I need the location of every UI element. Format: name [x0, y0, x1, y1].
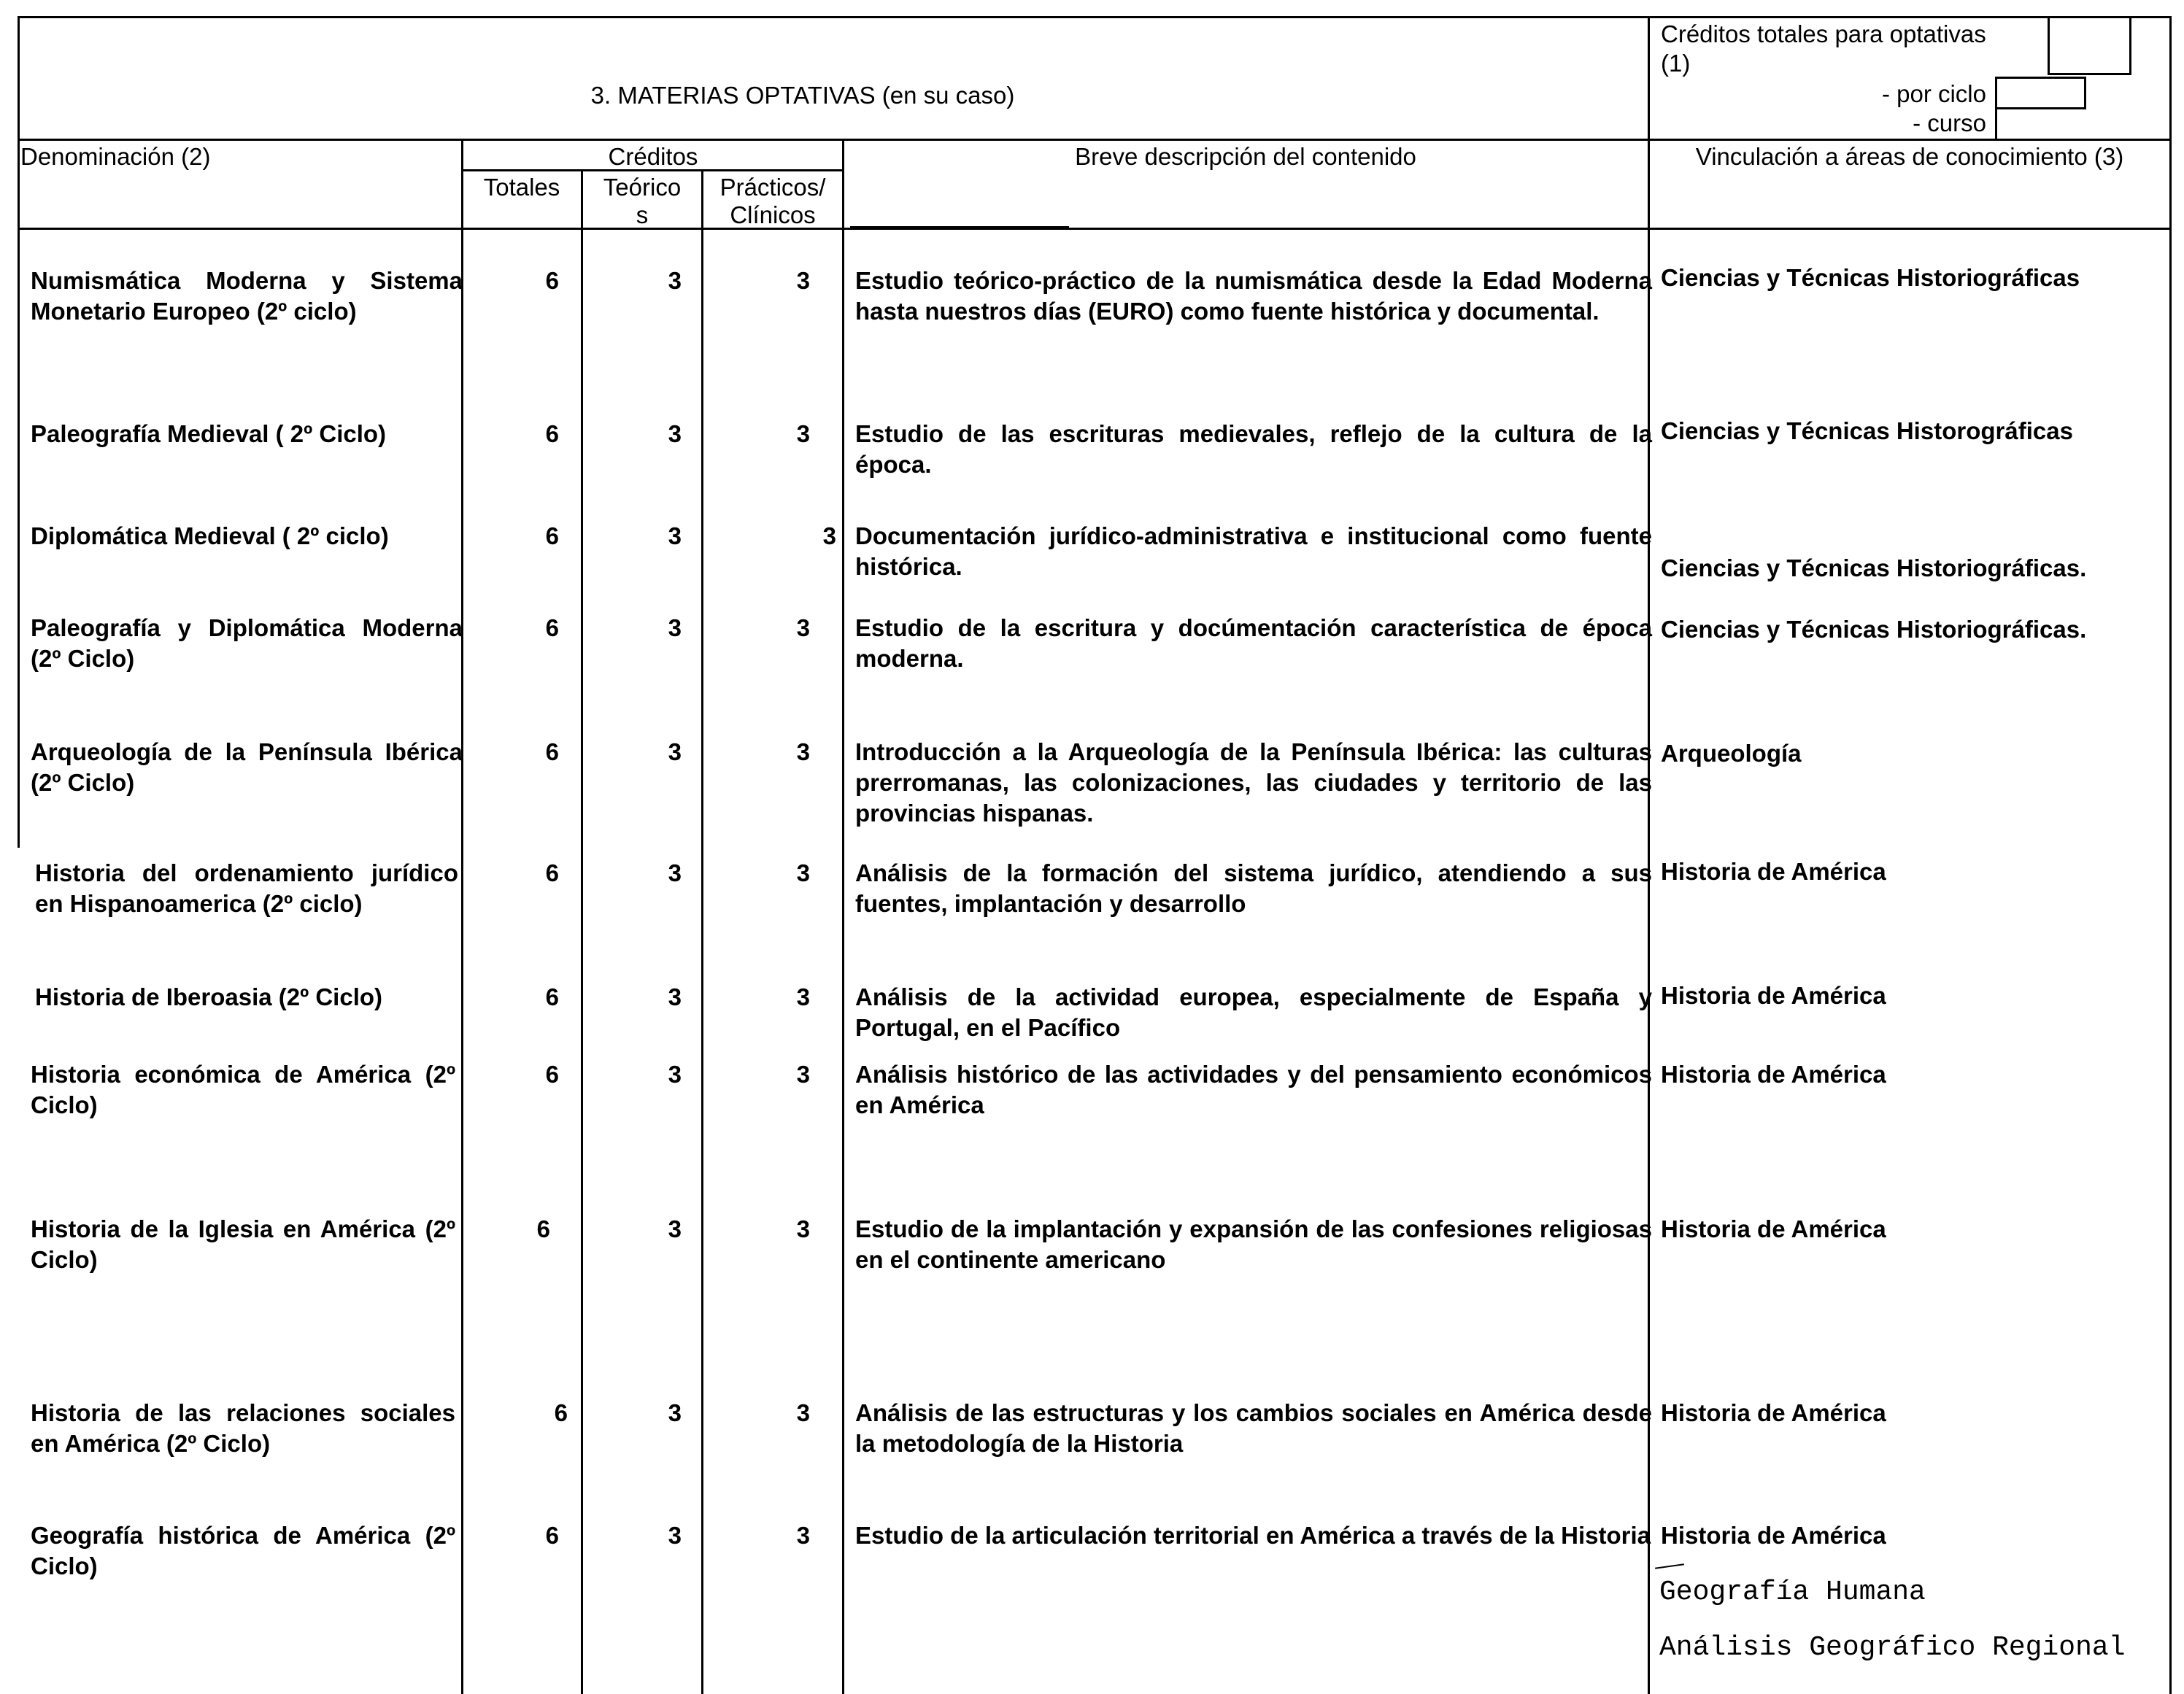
row-practicos: 3	[796, 1399, 810, 1426]
row-teoricos: 3	[668, 1399, 682, 1426]
row-vinculacion: Historia de América	[1661, 1399, 1886, 1426]
row-descripcion: Estudio de la articulación territorial en América a través de la Historia	[855, 1522, 1651, 1549]
row-vinculacion: Ciencias y Técnicas Historográficas	[1661, 417, 2073, 444]
col-creditos: Créditos	[608, 143, 698, 170]
row-teoricos: 3	[668, 614, 682, 641]
top-border	[18, 16, 2172, 18]
row-teoricos: 3	[668, 1522, 682, 1549]
col-sep-totales	[461, 139, 463, 1694]
row-teoricos: 3	[668, 983, 682, 1010]
row-descripcion: Estudio de la implantación y expansión de las confesiones religiosas en el continente americano	[855, 1215, 1652, 1273]
row-teoricos: 3	[668, 1215, 682, 1242]
row-denominacion: Historia económica de América (2º Ciclo)	[31, 1061, 455, 1118]
row-totales: 6	[545, 1061, 559, 1088]
pc-box-mid	[1995, 107, 2085, 109]
row-practicos: 3	[796, 1215, 810, 1242]
row-totales: 6	[545, 1522, 559, 1549]
row-totales: 6	[536, 1215, 550, 1242]
handwritten-mark	[1655, 1563, 1684, 1569]
row-practicos: 3	[822, 522, 836, 549]
ct-box-right	[2129, 16, 2131, 74]
row-denominacion: Historia de la Iglesia en América (2º Ciclo)	[31, 1215, 455, 1273]
row-denominacion: Diplomática Medieval ( 2º ciclo)	[31, 522, 389, 549]
row-vinculacion: Historia de América	[1661, 1061, 1886, 1088]
pc-box-right	[2084, 77, 2086, 109]
row-totales: 6	[545, 522, 559, 549]
pc-box-top	[1995, 77, 2085, 79]
page-title: 3. MATERIAS OPTATIVAS (en su caso)	[590, 82, 1015, 109]
curso-label: - curso	[1913, 109, 1986, 136]
row-totales: 6	[545, 267, 559, 294]
row-teoricos: 3	[668, 1061, 682, 1088]
row-teoricos: 3	[668, 859, 682, 886]
row-teoricos: 3	[668, 738, 682, 765]
ct-box-bottom	[2048, 73, 2131, 75]
row-denominacion: Historia del ordenamiento jurídico en Hispanoamerica (2º ciclo)	[35, 859, 458, 917]
row-descripcion: Análisis de la actividad europea, especialmente de España y Portugal, en el Pacífico	[855, 983, 1652, 1041]
col-denominacion: Denominación (2)	[20, 143, 211, 170]
col-teoricos-2: s	[636, 201, 649, 228]
row-vinculacion: Historia de América	[1661, 1522, 1886, 1549]
row-totales: 6	[545, 614, 559, 641]
col-teoricos-1: Teórico	[603, 174, 682, 201]
row-denominacion: Arqueología de la Península Ibérica (2º Ciclo)	[31, 738, 463, 796]
row-descripcion: Análisis histórico de las actividades y del pensamiento económicos en América	[855, 1061, 1652, 1118]
row-practicos: 3	[796, 859, 810, 886]
row-descripcion: Introducción a la Arqueología de la Península Ibérica: las culturas prerromanas, las colonizaciones, las ciudades y territorio de las provincias hispanas.	[855, 738, 1652, 827]
row-practicos: 3	[796, 1522, 810, 1549]
col-descripcion: Breve descripción del contenido	[1075, 143, 1416, 170]
header-divider	[18, 139, 2172, 141]
col-practicos-2: Clínicos	[730, 201, 816, 228]
left-border	[18, 16, 20, 848]
row-descripcion: Estudio de la escritura y docúmentación característica de época moderna.	[855, 614, 1652, 672]
row-denominacion: Numismática Moderna y Sistema Monetario Europeo (2º ciclo)	[31, 267, 463, 325]
col-totales: Totales	[483, 174, 560, 201]
creditos-totales-label: Créditos totales para optativas	[1661, 20, 1986, 47]
row-denominacion: Historia de Iberoasia (2º Ciclo)	[35, 983, 383, 1010]
row-vinculacion-extra: Geografía Humana	[1659, 1577, 1926, 1608]
row-descripcion: Estudio teórico-práctico de la numismática desde la Edad Moderna hasta nuestros días (EURO) como fuente histórica y documental.	[855, 267, 1652, 325]
row-totales: 6	[545, 859, 559, 886]
row-totales: 6	[545, 738, 559, 765]
col-sep-teoricos	[581, 169, 583, 1694]
row-denominacion: Geografía histórica de América (2º Ciclo)	[31, 1522, 455, 1579]
row-denominacion: Paleografía y Diplomática Moderna (2º Ciclo)	[31, 614, 463, 672]
row-practicos: 3	[796, 1061, 810, 1088]
row-teoricos: 3	[668, 420, 682, 447]
col-vinculacion: Vinculación a áreas de conocimiento (3)	[1695, 143, 2124, 170]
col-practicos-1: Prácticos/	[719, 174, 826, 201]
row-denominacion: Historia de las relaciones sociales en América (2º Ciclo)	[31, 1399, 455, 1457]
row-descripcion: Estudio de las escrituras medievales, reflejo de la cultura de la época.	[855, 420, 1652, 478]
por-ciclo-label: - por ciclo	[1881, 80, 1986, 107]
ct-box-left	[2048, 16, 2050, 74]
row-descripcion: Análisis de las estructuras y los cambios sociales en América desde la metodología de la Historia	[855, 1399, 1652, 1457]
row-totales: 6	[554, 1399, 568, 1426]
row-vinculacion: Ciencias y Técnicas Historiográficas.	[1661, 616, 2087, 643]
row-descripcion: Documentación jurídico-administrativa e institucional como fuente histórica.	[855, 522, 1652, 580]
row-totales: 6	[545, 983, 559, 1010]
row-practicos: 3	[796, 983, 810, 1010]
col-sep-practicos	[701, 169, 703, 1694]
row-denominacion: Paleografía Medieval ( 2º Ciclo)	[31, 420, 387, 447]
row-practicos: 3	[796, 614, 810, 641]
row-teoricos: 3	[668, 522, 682, 549]
row-vinculacion: Historia de América	[1661, 858, 1886, 885]
row-practicos: 3	[796, 420, 810, 447]
nota-1: (1)	[1661, 50, 1691, 77]
row-teoricos: 3	[668, 267, 682, 294]
right-border	[2169, 16, 2172, 1694]
row-vinculacion: Historia de América	[1661, 1215, 1886, 1242]
col-sep-descripcion	[842, 139, 844, 1694]
row-vinculacion: Ciencias y Técnicas Historiográficas.	[1661, 554, 2087, 581]
row-descripcion: Análisis de la formación del sistema jurídico, atendiendo a sus fuentes, implantación y desarrollo	[855, 859, 1652, 917]
row-vinculacion: Ciencias y Técnicas Historiográficas	[1661, 264, 2080, 291]
row-vinculacion: Arqueología	[1661, 740, 1802, 767]
row-totales: 6	[545, 420, 559, 447]
row-practicos: 3	[796, 267, 810, 294]
columns-header-bottom	[18, 228, 2172, 230]
descripcion-underline	[850, 226, 1069, 229]
row-vinculacion: Historia de América	[1661, 982, 1886, 1009]
row-vinculacion-extra: Análisis Geográfico Regional	[1659, 1632, 2126, 1663]
row-practicos: 3	[796, 738, 810, 765]
